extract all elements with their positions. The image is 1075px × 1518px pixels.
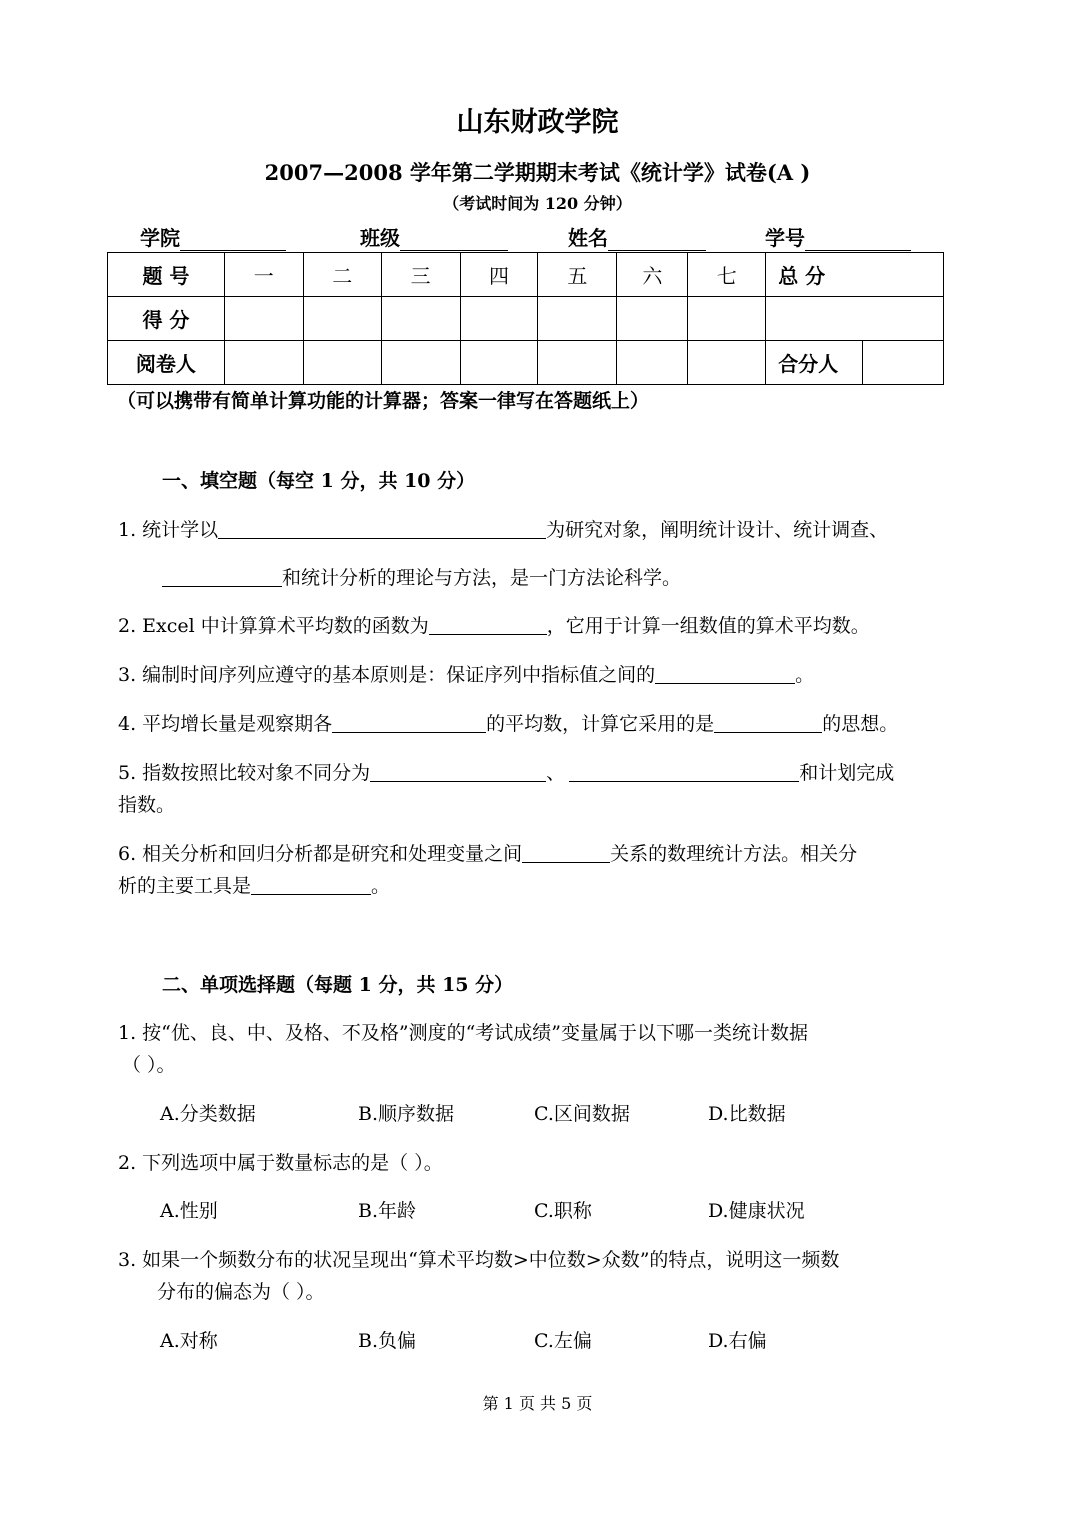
student-id-label: 学号: [765, 226, 805, 250]
s2-q2-option-d: D.健康状况: [708, 1200, 805, 1222]
s2-question-1-cont: （ ）。: [122, 1054, 176, 1076]
s1-q2-text-b: ，它用于计算一组数值的算术平均数。: [546, 615, 870, 637]
grader-blank-cell: [460, 341, 538, 385]
s2-q1-option-b: B.顺序数据: [358, 1103, 455, 1125]
s1-question-6-cont: [118, 870, 390, 902]
s1-q2-text-a: 2. Excel 中计算算术平均数的函数为: [118, 615, 429, 637]
s2-question-3: 3. 如果一个频数分布的状况呈现出“算术平均数>中位数>众数”的特点，说明这一频数: [118, 1249, 840, 1271]
score-blank-cell: [617, 297, 688, 341]
s1-q3-text-a: 3. 编制时间序列应遵守的基本原则是：保证序列中指标值之间的: [118, 664, 656, 686]
class-blank: [400, 228, 508, 251]
score-row: [108, 297, 944, 341]
score-cell-question-no: 题 号: [108, 253, 225, 297]
answer-blank: [655, 661, 795, 684]
name-blank: [608, 228, 706, 251]
s2-q3-option-b: B.负偏: [358, 1330, 417, 1352]
s2-q1-option-a: A.分类数据: [160, 1103, 256, 1125]
s1-question-5-cont: 指数。: [118, 794, 176, 816]
s1-question-1: [118, 514, 888, 546]
s2-q1-option-c: C.区间数据: [534, 1103, 630, 1125]
answer-blank: [370, 759, 546, 782]
answer-blank: [714, 710, 822, 733]
page-title: 山东财政学院: [456, 107, 619, 138]
score-table: [107, 252, 944, 385]
s2-q1-option-d: D.比数据: [708, 1103, 786, 1125]
grader-blank-cell: [538, 341, 617, 385]
college-field: [140, 222, 286, 251]
s1-q5-text-c: 和计划完成: [799, 762, 895, 784]
student-id-blank: [805, 228, 911, 251]
score-blank-cell: [688, 297, 766, 341]
score-blank-cell: [766, 297, 944, 341]
score-row-label: 得 分: [108, 297, 225, 341]
s1-q1-text-b: 为研究对象，阐明统计设计、统计调查、: [546, 519, 889, 541]
grader-row: [108, 341, 944, 385]
s1-question-4: [118, 708, 898, 740]
s1-question-6: [118, 838, 857, 870]
score-cell-q1: 一: [224, 253, 303, 297]
score-blank-cell: [381, 297, 460, 341]
answer-blank: [429, 612, 547, 635]
s1-question-3: [118, 659, 814, 691]
score-cell-total: 总 分: [766, 253, 944, 297]
score-blank-cell: [224, 297, 303, 341]
s2-question-1: 1. 按“优、良、中、及格、不及格”测度的“考试成绩”变量属于以下哪一类统计数据: [118, 1022, 809, 1044]
answer-blank: [332, 710, 486, 733]
section2-heading: 二、单项选择题（每题 1 分，共 15 分）: [162, 974, 514, 996]
s1-q4-text-c: 的思想。: [822, 713, 899, 735]
page-footer: 第 1 页 共 5 页: [482, 1394, 593, 1413]
class-label: 班级: [360, 226, 400, 250]
s1-q6-text-d: 。: [371, 875, 391, 897]
time-note: （考试时间为 120 分钟）: [443, 194, 632, 213]
s2-question-2: 2. 下列选项中属于数量标志的是（ ）。: [118, 1152, 443, 1174]
s1-q3-text-b: 。: [795, 664, 815, 686]
answer-blank: [162, 564, 282, 587]
grader-blank-cell: [617, 341, 688, 385]
score-cell-q7: 七: [688, 253, 766, 297]
grader-blank-cell: [688, 341, 766, 385]
college-blank: [180, 228, 286, 251]
college-label: 学院: [140, 226, 180, 250]
grader-blank-cell: [224, 341, 303, 385]
s1-q1-text-a: 1. 统计学以: [118, 519, 219, 541]
score-cell-q4: 四: [460, 253, 538, 297]
section1-heading: 一、填空题（每空 1 分，共 10 分）: [162, 470, 476, 492]
s1-q1-text-c: 和统计分析的理论与方法，是一门方法论科学。: [282, 567, 682, 589]
student-id-field: [765, 222, 911, 251]
grader-row-label: 阅卷人: [108, 341, 225, 385]
name-label: 姓名: [568, 226, 608, 250]
class-field: [360, 222, 508, 251]
score-blank-cell: [538, 297, 617, 341]
s1-q4-text-a: 4. 平均增长量是观察期各: [118, 713, 333, 735]
s2-q2-option-c: C.职称: [534, 1200, 592, 1222]
s2-q2-option-a: A.性别: [160, 1200, 218, 1222]
answer-blank: [251, 872, 371, 895]
total-grader-label: 合分人: [766, 341, 863, 385]
grader-blank-cell: [863, 341, 944, 385]
calculator-note: （可以携带有简单计算功能的计算器；答案一律写在答题纸上）: [117, 390, 650, 412]
s2-q2-option-b: B.年龄: [358, 1200, 417, 1222]
score-cell-q5: 五: [538, 253, 617, 297]
score-blank-cell: [303, 297, 381, 341]
grader-blank-cell: [381, 341, 460, 385]
s1-q5-text-b: 、: [546, 762, 566, 784]
score-cell-q3: 三: [381, 253, 460, 297]
score-cell-q2: 二: [303, 253, 381, 297]
answer-blank: [522, 840, 610, 863]
s1-question-5: [118, 757, 894, 789]
s1-q6-text-a: 6. 相关分析和回归分析都是研究和处理变量之间: [118, 843, 523, 865]
s1-question-2: [118, 610, 870, 642]
name-field: [568, 222, 706, 251]
exam-subtitle: 2007—2008 学年第二学期期末考试《统计学》试卷(A ): [264, 160, 811, 185]
answer-blank: [569, 759, 799, 782]
s2-question-3-cont: 分布的偏态为（ ）。: [157, 1281, 325, 1303]
s1-question-1-cont: [162, 562, 681, 594]
s1-q5-text-a: 5. 指数按照比较对象不同分为: [118, 762, 371, 784]
grader-blank-cell: [303, 341, 381, 385]
score-header-row: [108, 253, 944, 297]
score-blank-cell: [460, 297, 538, 341]
s2-q3-option-d: D.右偏: [708, 1330, 767, 1352]
score-cell-q6: 六: [617, 253, 688, 297]
s2-q3-option-c: C.左偏: [534, 1330, 592, 1352]
s1-q4-text-b: 的平均数，计算它采用的是: [486, 713, 715, 735]
s1-q6-text-b: 关系的数理统计方法。相关分: [610, 843, 858, 865]
answer-blank: [218, 516, 546, 539]
s1-q6-text-c: 析的主要工具是: [118, 875, 252, 897]
s2-q3-option-a: A.对称: [160, 1330, 218, 1352]
